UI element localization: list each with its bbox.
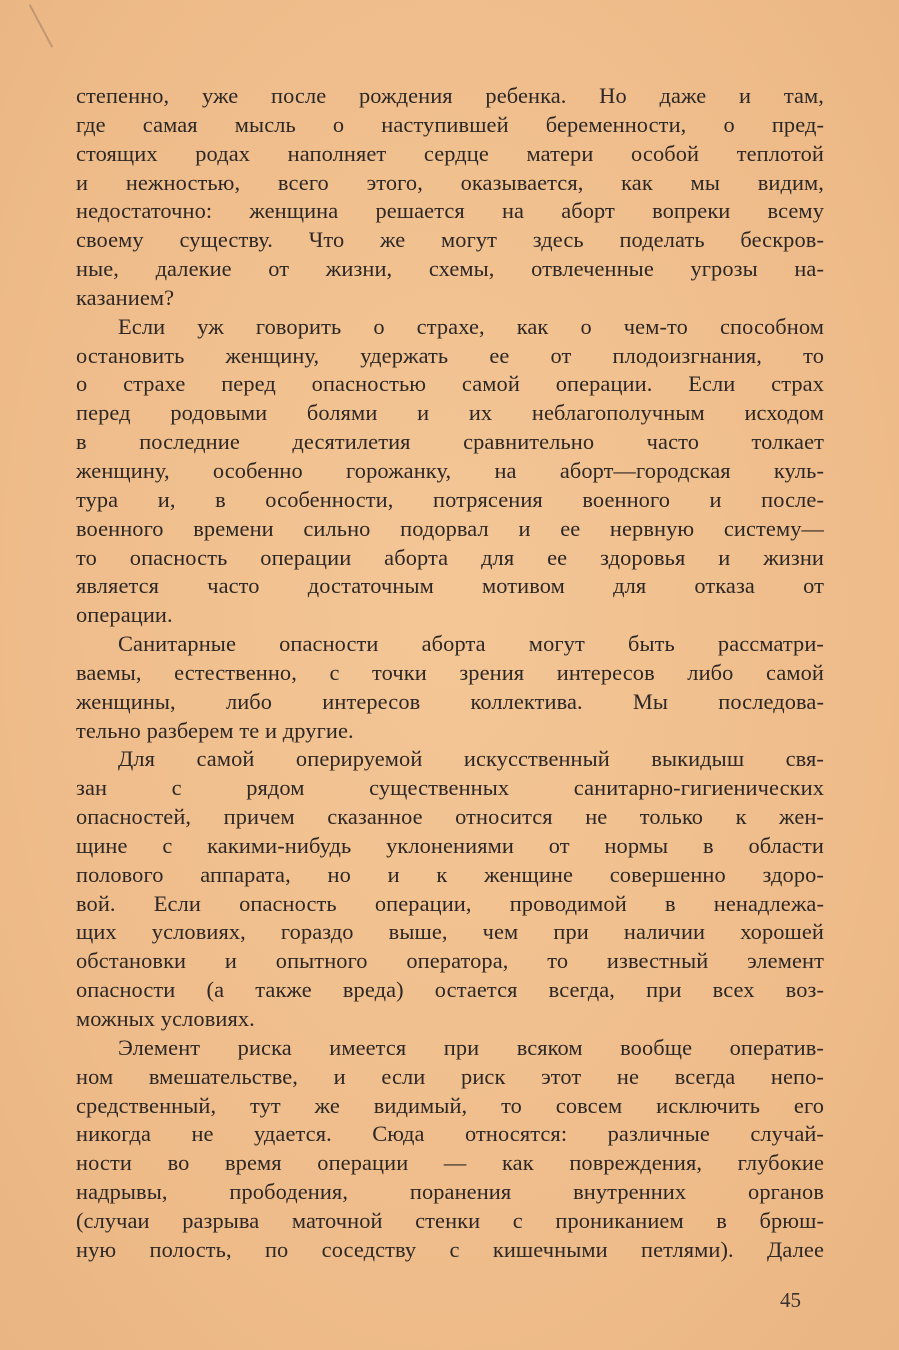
text-line: остановить женщину, удержать ее от плодоизгнания, то [76,342,824,368]
text-line: щине с какими-нибудь уклонениями от нормы в области [76,832,824,858]
text-line: в последние десятилетия сравнительно часто толкает [76,429,824,455]
text-line: и нежностью, всего этого, оказывается, как мы видим, [76,169,824,195]
text-line: тельно разберем те и другие. [76,717,354,743]
text-line: операции. [76,602,173,628]
text-line: где самая мысль о наступившей беременности, о пред- [76,111,824,137]
text-line: женщину, особенно горожанку, на аборт—городская куль- [76,457,824,483]
text-line: женщины, либо интересов коллектива. Мы последова- [76,688,824,714]
text-line: можных условиях. [76,1006,255,1031]
text-line: недостаточно: женщина решается на аборт вопреки всему [76,198,824,224]
scan-mark [29,4,53,47]
text-line: Элемент риска имеется при всяком вообще оператив- [118,1034,824,1060]
text-line: ваемы, естественно, с точки зрения интересов либо самой [76,659,824,685]
text-line: тура и, в особенности, потрясения военного и после- [76,486,824,512]
text-line: надрывы, прободения, поранения внутренних органов [76,1179,824,1205]
text-line: Если уж говорить о страхе, как о чем-то способном [118,313,824,339]
text-line: своему существу. Что же могут здесь поделать бескров- [76,227,824,253]
text-line: обстановки и опытного оператора, то известный элемент [76,948,824,974]
page-number: 45 [780,1288,801,1312]
text-line: ном вмешательстве, и если риск этот не всегда непо- [76,1063,824,1089]
text-line: перед родовыми болями и их неблагополучным исходом [76,400,824,426]
text-line: никогда не удается. Сюда относятся: различные случай- [76,1121,824,1147]
text-line: щих условиях, гораздо выше, чем при наличии хорошей [76,919,824,945]
text-line: (случаи разрыва маточной стенки с проникaнием в брюш- [76,1207,824,1233]
text-line: казанием? [76,284,175,310]
text-line: зан с рядом существенных санитарно-гигиенических [76,775,824,801]
text-line: ные, далекие от жизни, схемы, отвлеченные угрозы на- [76,256,824,282]
text-line: полового аппарата, но и к женщине совершенно здоро- [76,861,824,887]
text-line: степенно, уже после рождения ребенка. Но даже и там, [76,83,824,108]
text-line: ности во время операции — как повреждения, глубокие [76,1150,824,1176]
text-line: вой. Если опасность операции, проводимой в ненадлежа- [76,890,824,916]
text-line: стоящих родах наполняет сердце матери особой теплотой [76,140,824,166]
text-line: средственный, тут же видимый, то совсем исключить его [76,1092,824,1118]
text-line: опасности (а также вреда) остается всегда, при всех воз- [76,977,824,1003]
body-text [76,82,824,1265]
text-line: то опасность операции аборта для ее здоровья и жизни [76,544,824,570]
text-line: является часто достаточным мотивом для отказа от [76,573,824,599]
text-line: опасностей, причем сказанное относится не только к жен- [76,804,824,830]
text-line: Для самой оперируемой искусственный выкидыш свя- [118,746,824,772]
text-line: военного времени сильно подорвал и ее нервную систему— [76,515,824,541]
text-line: ную полость, по соседству с кишечными петлями). Далее [76,1236,824,1262]
text-line: Санитарные опасности аборта могут быть рассматри- [118,631,824,657]
text-line: о страхе перед опасностью самой операции. Если страх [76,371,824,397]
